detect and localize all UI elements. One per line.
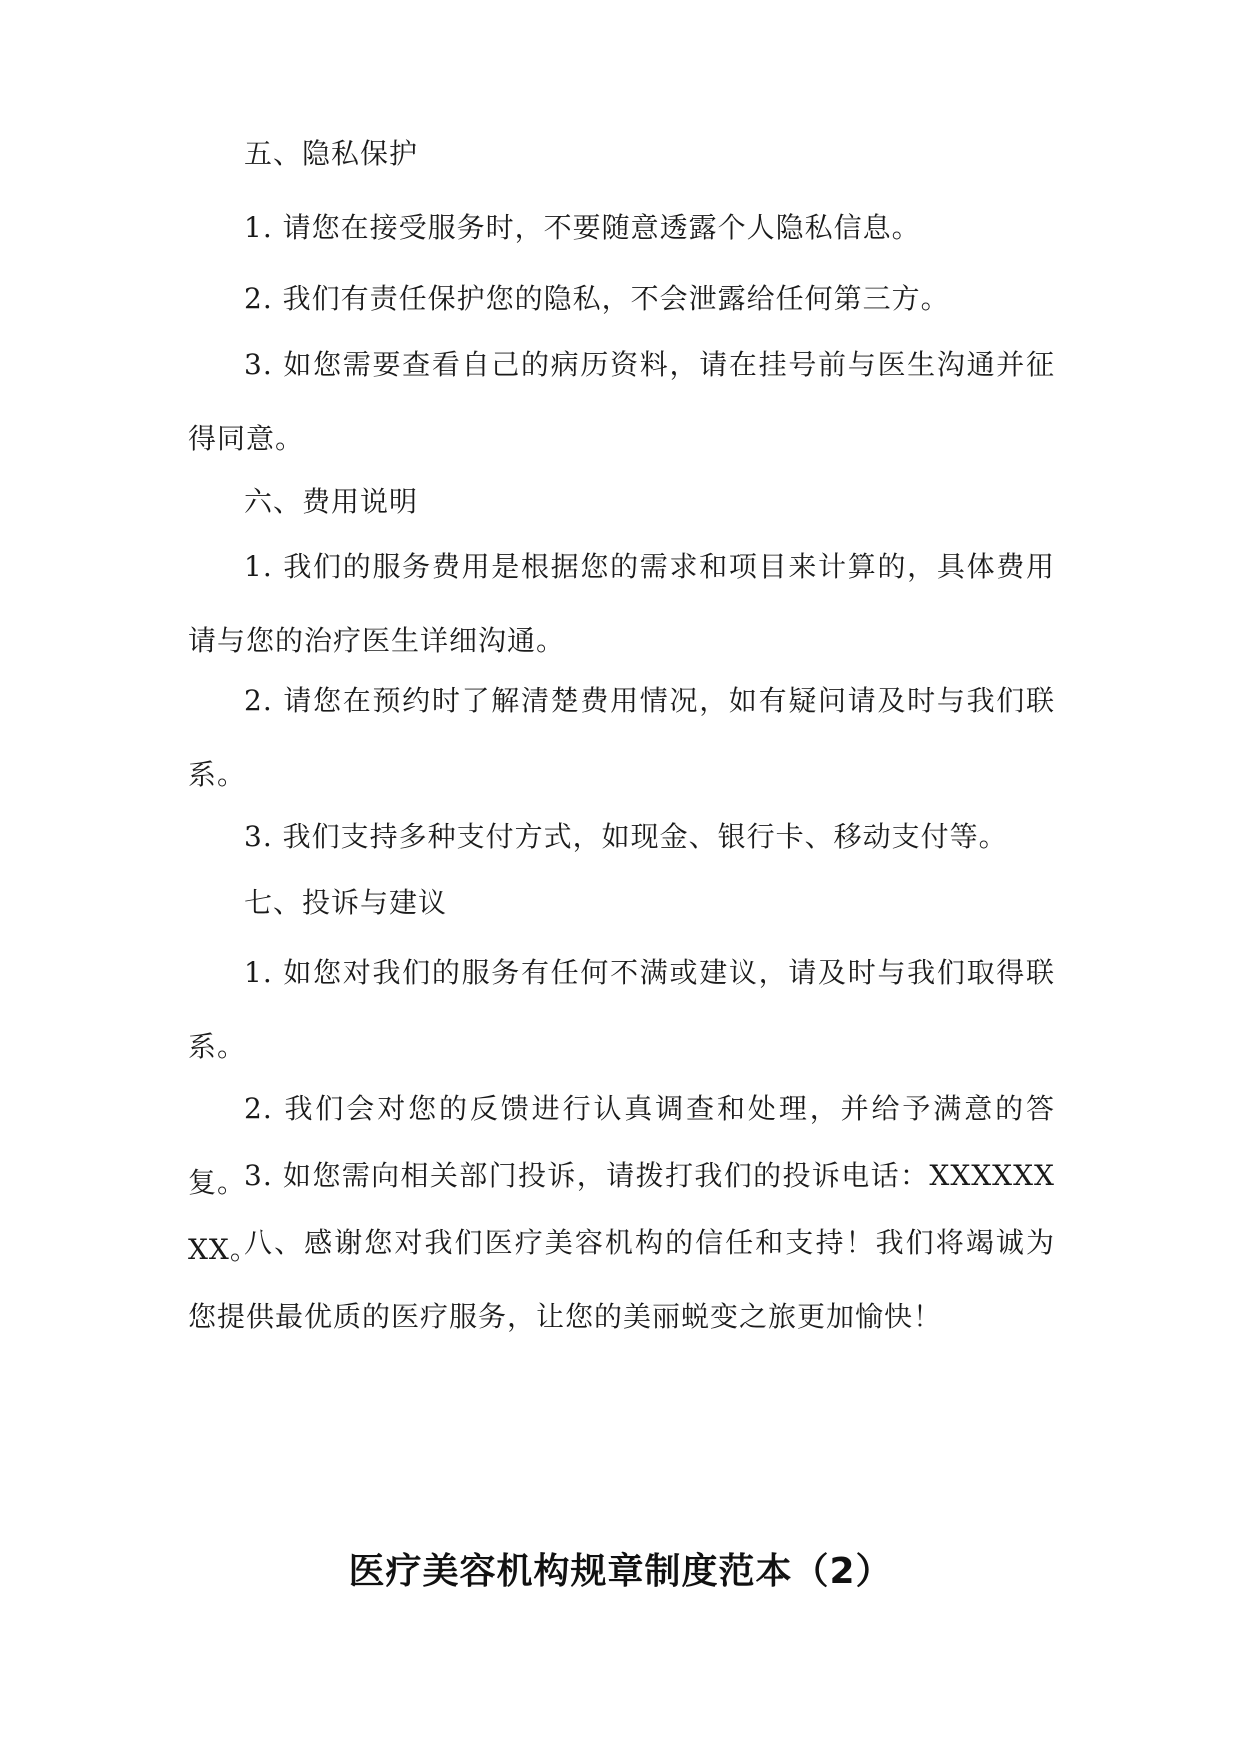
fees-item-2: 2. 请您在预约时了解清楚费用情况，如有疑问请及时与我们联系。 — [188, 684, 1055, 791]
privacy-item-3: 3. 如您需要查看自己的病历资料，请在挂号前与医生沟通并征得同意。 — [188, 348, 1055, 455]
fees-item-3: 3. 我们支持多种支付方式，如现金、银行卡、移动支付等。 — [244, 820, 1008, 853]
complaints-item-1: 1. 如您对我们的服务有任何不满或建议，请及时与我们取得联系。 — [188, 956, 1055, 1063]
complaints-item-3: 3. 如您需向相关部门投诉，请拨打我们的投诉电话：XXXXXXXX。 — [188, 1159, 1055, 1266]
privacy-item-1: 1. 请您在接受服务时，不要随意透露个人隐私信息。 — [244, 211, 921, 244]
closing-paragraph: 八、感谢您对我们医疗美容机构的信任和支持！我们将竭诚为您提供最优质的医疗服务，让您的美丽蜕变之旅更加愉快！ — [188, 1226, 1055, 1333]
section-heading-privacy: 五、隐私保护 — [244, 137, 419, 170]
section-heading-complaints: 七、投诉与建议 — [244, 886, 448, 919]
section-heading-fees: 六、费用说明 — [244, 485, 419, 518]
fees-item-1: 1. 我们的服务费用是根据您的需求和项目来计算的，具体费用请与您的治疗医生详细沟通。 — [188, 550, 1055, 657]
document-title: 医疗美容机构规章制度范本（2） — [348, 1551, 893, 1592]
privacy-item-2: 2. 我们有责任保护您的隐私，不会泄露给任何第三方。 — [244, 282, 950, 315]
complaints-item-2: 2. 我们会对您的反馈进行认真调查和处理，并给予满意的答复。 — [188, 1092, 1055, 1199]
